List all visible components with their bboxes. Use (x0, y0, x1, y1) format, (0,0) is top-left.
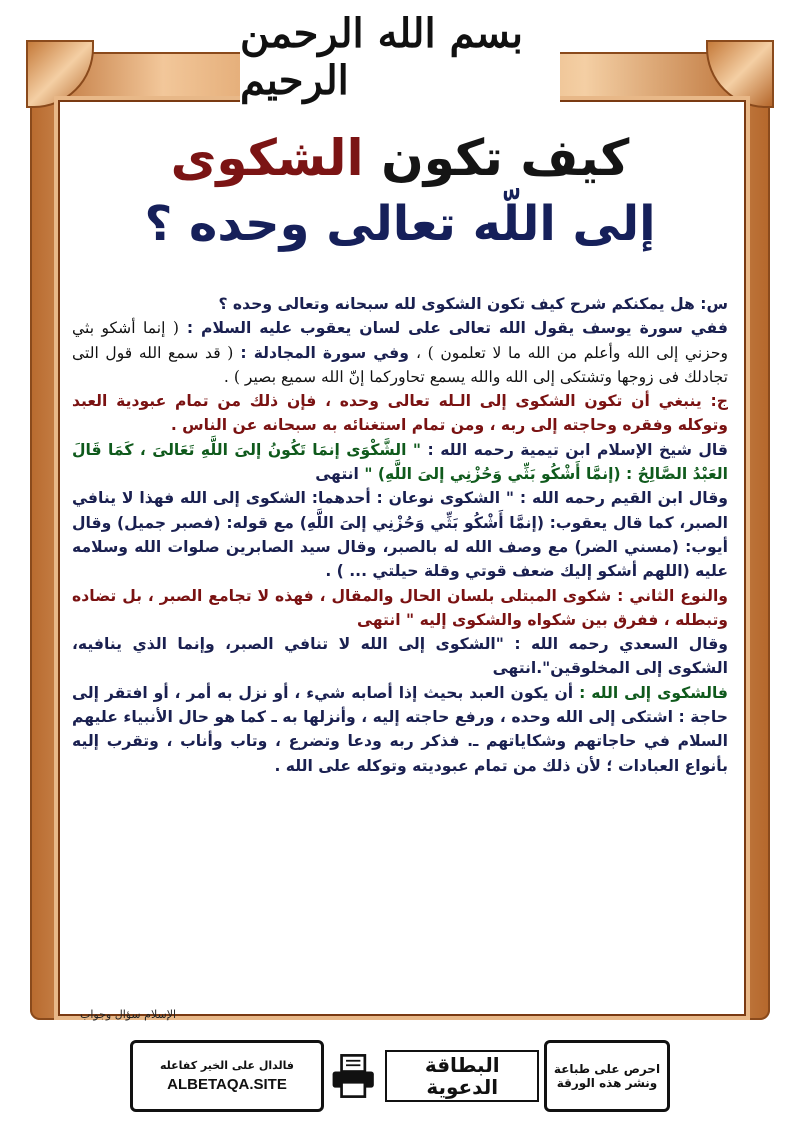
second-type-paragraph (72, 584, 728, 633)
conclusion-paragraph (72, 681, 728, 778)
print-note-line1: احرص على طباعة (553, 1062, 661, 1076)
quran-intro-2: وفي سورة المجادلة : (240, 343, 409, 362)
footer-print-box (544, 1040, 670, 1112)
footer-slogan: فالدال على الخير كفاعله (159, 1059, 295, 1072)
footer (130, 1040, 670, 1112)
answer-text: فإن ذلك من تمام عبودية العبد وتوكله وفقره وحاجته إلى ربه ، ومن تمام استغنائه به سبحانه عن الناس . (72, 392, 728, 435)
question-paragraph (72, 292, 728, 316)
quote-text: " الشَّكْوَى إنمَا تَكُونُ إلىَ اللَّهِ تَعَالىَ ، كَمَا قَالَ العَبْدُ الصَّالِحُ : (إنمَّا أَشْكُو بَثِّي وَحُزْنِي إلىَ اللَّهِ) " (72, 440, 728, 484)
saadi-quote (72, 632, 728, 681)
quote-attribution: قال شيخ الإسلام ابن تيمية رحمه الله : (427, 440, 728, 459)
quran-verse-1: ( إنما أشكو بثي وحزني إلى الله وأعلم من الله ما لا تعلمون ) ، (72, 319, 728, 362)
quran-intro: ففي سورة يوسف يقول الله تعالى على لسان يعقوب عليه السلام : (186, 319, 728, 338)
printer-icon (329, 1049, 377, 1103)
quote-end: انتهى (315, 465, 359, 484)
source-credit: الإسلام سؤال وجواب (80, 1008, 177, 1021)
title-part-1: كيف تكون (381, 129, 630, 187)
footer-site-box (130, 1040, 324, 1112)
question-text: س: هل يمكنكم شرح كيف تكون الشكوى لله سبحانه وتعالى وحده ؟ (218, 295, 728, 313)
quote-attribution: وقال ابن القيم رحمه الله : (519, 489, 728, 508)
ibn-taymiyyah-quote (72, 438, 728, 487)
article-body (72, 292, 728, 778)
answer-paragraph (72, 389, 728, 438)
conclusion-lead: فالشكوى إلى الله : (579, 683, 729, 702)
conclusion-text: أن يكون العبد بحيث إذا أصابه شيء ، أو نزل به أمر ، أو افتقر إلى حاجة : اشتكى إلى الله وحده ، ورفع حاجته إليه ، وأنزلها به ـ كما هو حال الأنبياء عليهم السلام في حاجاتهم وشكاياتهم ـ. فذكر ربه ودعا وتضرع ، وتاب وأناب ، وتقرب إليه بأنواع العبادات ؛ لأن ذلك من تمام عبوديته وتوكله على الله . (72, 683, 728, 775)
ibn-qayyim-quote (72, 486, 728, 583)
quote-text: " الشكوى نوعان : أحدهما: الشكوى إلى الله فهذا لا ينافي الصبر، كما قال يعقوب: (إنمَّا أَشْكُو بَثِّي وَحُزْنِي إلىَ اللَّهِ) مع قوله: (فصبر جميل) وقال أيوب: (مسني الضر) مع وصف الله له بالصبر، وقال سيد الصابرين صلوات الله وسلامه عليه (اللهم أشكو إليك ضعف قوتي وقلة حيلتي ... ) . (72, 489, 728, 581)
basmala-calligraphy: بسم الله الرحمن الرحيم (240, 8, 560, 106)
page-title-line1 (70, 128, 730, 188)
answer-lead: ج: ينبغي أن تكون الشكوى إلى الـله تعالى وحده ، (325, 392, 728, 411)
albetaqa-logo: البطاقة الدعوية (385, 1050, 539, 1102)
page-title-line2: إلى اللّه تعالى وحده ؟ (144, 196, 656, 252)
quran-verse-2: ( قد سمع الله قول التى تجادلك فى زوجها وتشتكى إلى الله والله يسمع تحاوركما إنّ الله سميع بصير ) . (72, 343, 728, 386)
footer-logo-area (329, 1040, 539, 1112)
title-part-2: الشكوى (170, 129, 364, 187)
quote-text: "الشكوى إلى الله لا تنافي الصبر، وإنما الذي ينافيه، الشكوى إلى المخلوقين".انتهى (72, 635, 728, 678)
site-link[interactable]: ALBETAQA.SITE (167, 1076, 287, 1093)
second-type-text: والنوع الثاني : شكوى المبتلى بلسان الحال والمقال ، فهذه لا تجامع الصبر ، بل تضاده وتبطله ، ففرق بين شكواه والشكوى إليه " انتهى (72, 586, 728, 629)
quote-attribution: وقال السعدي رحمه الله : (514, 635, 728, 654)
print-note-line2: ونشر هذه الورقة (556, 1076, 658, 1090)
quran-paragraph (72, 316, 728, 389)
